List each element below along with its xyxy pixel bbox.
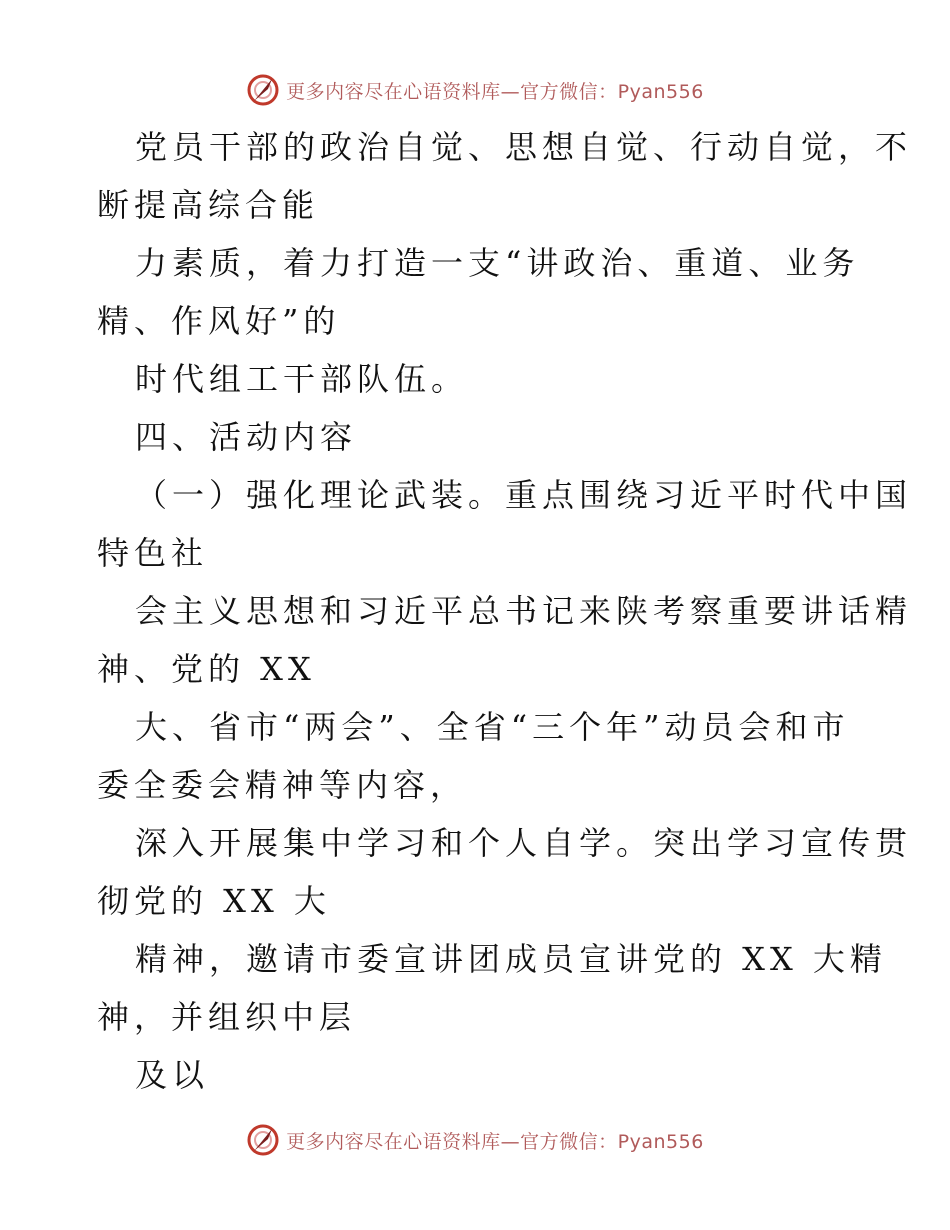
quill-seal-icon [246, 73, 280, 107]
body-line-15: 精神，邀请市委宣讲团成员宣讲党的 XX 大精 [135, 940, 887, 978]
body-line-14: 彻党的 XX 大 [97, 882, 331, 920]
body-line-11: 大、省市“两会”、全省“三个年”动员会和市 [135, 708, 850, 746]
header-banner [0, 70, 950, 110]
footer-banner [0, 1120, 950, 1160]
section-heading: 四、活动内容 [135, 418, 358, 456]
body-line-1: 党员干部的政治自觉、思想自觉、行动自觉，不 [135, 128, 913, 166]
body-line-5: 时代组工干部队伍。 [135, 360, 469, 398]
body-line-3: 力素质，着力打造一支“讲政治、重道、业务 [135, 244, 860, 282]
body-line-9: 会主义思想和习近平总书记来陕考察重要讲话精 [135, 592, 913, 630]
body-line-8: 特色社 [97, 534, 209, 572]
body-line-4: 精、作风好”的 [97, 302, 341, 340]
quill-seal-icon [246, 1123, 280, 1157]
body-line-12: 委全委会精神等内容， [97, 766, 468, 804]
body-line-10: 神、党的 XX [97, 650, 316, 688]
body-line-16: 神，并组织中层 [97, 998, 357, 1036]
body-line-17: 及以 [135, 1056, 210, 1094]
footer-banner-text: 更多内容尽在心语资料库—官方微信：Pyan556 [286, 1130, 704, 1153]
document-body [97, 118, 913, 1104]
header-banner-text: 更多内容尽在心语资料库—官方微信：Pyan556 [286, 80, 704, 103]
body-line-2: 断提高综合能 [97, 186, 320, 224]
body-line-13: 深入开展集中学习和个人自学。突出学习宣传贯 [135, 824, 913, 862]
body-line-7: （一）强化理论武装。重点围绕习近平时代中国 [135, 476, 913, 514]
